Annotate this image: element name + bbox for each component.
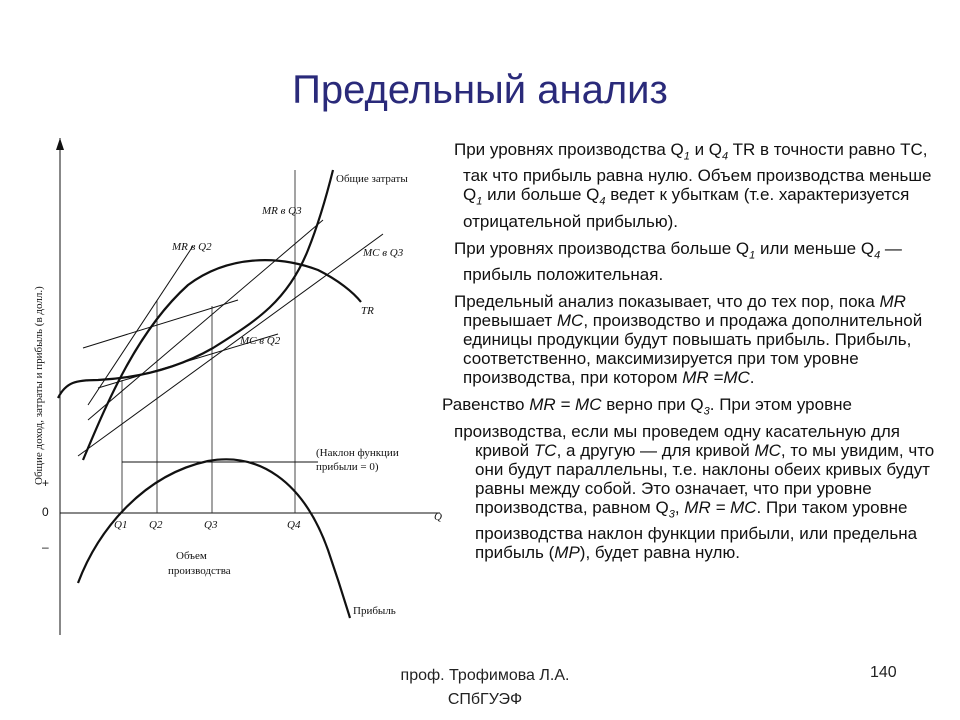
paragraph-2: При уровнях производства больше $Q_1$ или меньше $Q_4$ — прибыль положительная.: [454, 238, 902, 285]
paragraph-1: При уровнях производства $Q_1$ и $Q_4$ TR в точности равно TC, так что прибыль равна нулю. Объем производства меньше $Q_1$ или больше $Q_4$ ведет к убыткам (т.е. характеризуется отрицательной прибылью).: [454, 140, 932, 231]
explanation-text: [440, 140, 950, 570]
author-name: проф. Трофимова Л.А.: [400, 667, 570, 684]
label-profit: Прибыль: [353, 605, 396, 617]
footer-author: [380, 664, 590, 712]
tick-q3: Q3: [204, 519, 218, 531]
label-mc-q2: MC в Q2: [240, 335, 281, 347]
label-total-costs: Общие затраты: [336, 173, 408, 185]
profit-curve: [78, 459, 350, 618]
label-mr-q2: MR в Q2: [172, 241, 212, 253]
label-mc-q3: MC в Q3: [363, 247, 404, 259]
marginal-analysis-figure: [28, 130, 448, 640]
author-org: СПбГУЭФ: [447, 691, 523, 708]
label-mr-q3: MR в Q3: [262, 205, 302, 217]
label-volume-1: Объем: [176, 550, 207, 562]
mc-q3-tangent: [78, 234, 383, 456]
tick-q4: Q4: [287, 519, 301, 531]
tr-curve: [83, 260, 361, 460]
y-axis-label: Общие доход, затраты и прибыль (в долл.): [33, 286, 45, 485]
paragraph-3: Предельный анализ показывает, что до тех пор, пока MR превышает MC, производство и продажа дополнительной единицы продукции будут повышать прибыль. Прибыль, соответственно, максимизируется при том уровне производства, при котором MR =MC.: [454, 292, 923, 388]
sign-plus: +: [42, 476, 50, 490]
sign-zero: 0: [42, 505, 49, 519]
sign-minus: –: [42, 540, 49, 554]
tick-q1: Q1: [114, 519, 128, 531]
label-slope-2: прибыли = 0): [316, 461, 379, 473]
paragraph-4: Равенство MR = MC верно при $Q_3$. При этом уровне производства, если мы проведем одну касательную для кривой TC, а другую — для кривой MC, то мы увидим, что они будут параллельны, т.е. наклоны обеих кривых будут равны между собой. Это означает, что при уровне производства, равном $Q_3$, MR = MC. При таком уровне производства наклон функции прибыли, или предельна прибыль (MP), будет равна нулю.: [442, 395, 935, 562]
mc-q2-tangent-ext: [83, 300, 238, 348]
label-volume-2: производства: [168, 565, 231, 577]
x-axis-label: Q: [434, 511, 442, 523]
y-axis-arrow: [56, 138, 64, 150]
figure-svg: [28, 130, 448, 640]
mr-q2-tangent: [88, 246, 193, 405]
tick-q2: Q2: [149, 519, 163, 531]
page-number: 140: [870, 664, 897, 681]
label-tr: TR: [361, 305, 374, 317]
slide-title: Предельный анализ: [292, 68, 668, 112]
label-slope-1: (Наклон функции: [316, 447, 399, 459]
